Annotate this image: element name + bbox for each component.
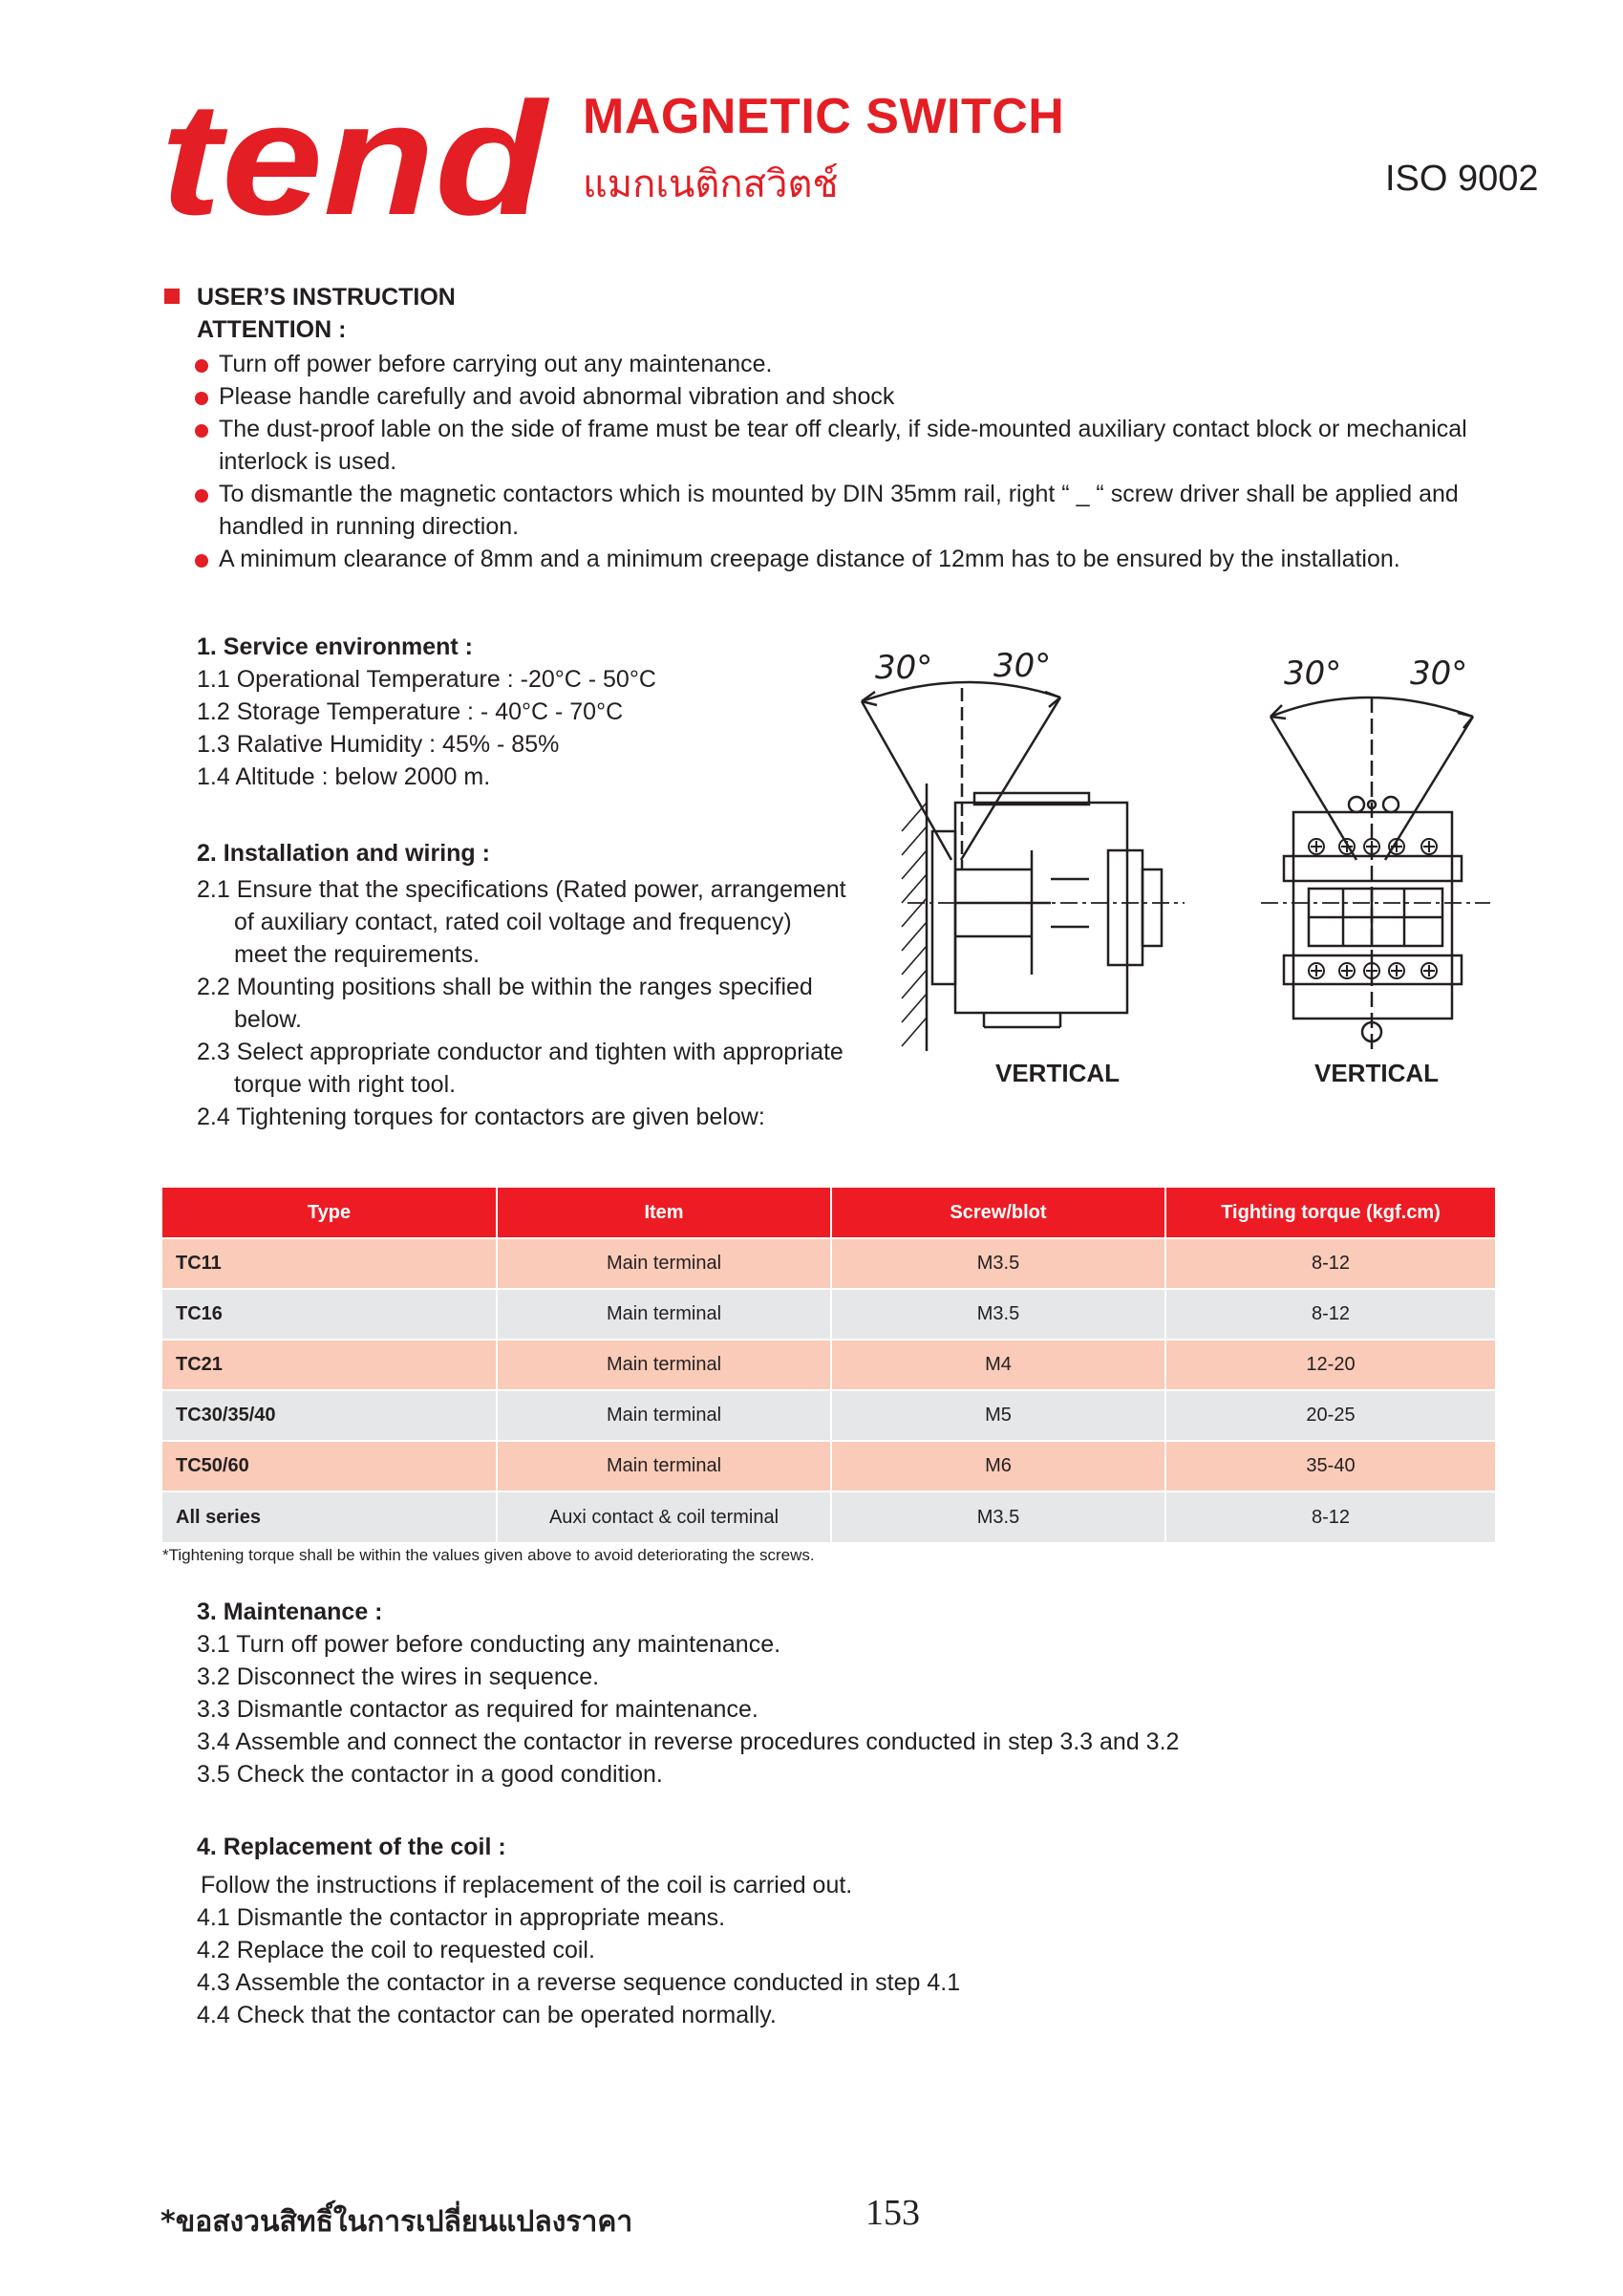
cell-item: Main terminal <box>497 1441 831 1491</box>
angle-label-left: 30° <box>875 649 933 687</box>
cell-screw: M3.5 <box>831 1238 1165 1289</box>
installation-line: torque with right tool. <box>234 1071 457 1098</box>
cell-torque: 8-12 <box>1165 1491 1495 1542</box>
section-square-icon <box>164 289 180 304</box>
cell-type: TC30/35/40 <box>162 1390 497 1441</box>
cell-torque: 20-25 <box>1165 1390 1495 1441</box>
service-env-item: 1.3 Ralative Humidity : 45% - 85% <box>197 731 560 758</box>
coil-item: 4.3 Assemble the contactor in a reverse sequence conducted in step 4.1 <box>197 1969 961 1996</box>
table-row <box>162 1491 1495 1542</box>
cell-screw: M3.5 <box>831 1289 1165 1340</box>
service-env-heading: 1. Service environment : <box>197 633 474 660</box>
service-env-item: 1.4 Altitude : below 2000 m. <box>197 763 491 790</box>
table-footnote: *Tightening torque shall be within the values given above to avoid deteriorating the screws. <box>162 1546 815 1564</box>
table-row <box>162 1390 1495 1441</box>
maintenance-item: 3.2 Disconnect the wires in sequence. <box>197 1663 600 1690</box>
coil-item: 4.1 Dismantle the contactor in appropriate means. <box>197 1904 726 1931</box>
angle-label-left: 30° <box>1284 654 1342 693</box>
page-title-thai: แมกเนติกสวิตช์ <box>583 162 839 206</box>
installation-line: below. <box>234 1006 302 1033</box>
installation-line: 2.2 Mounting positions shall be within the ranges specified <box>197 974 813 1000</box>
installation-line: 2.4 Tightening torques for contactors are given below: <box>197 1104 765 1130</box>
installation-line: 2.3 Select appropriate conductor and tighten with appropriate <box>197 1039 844 1065</box>
cell-screw: M6 <box>831 1441 1165 1491</box>
installation-line: 2.1 Ensure that the specifications (Rated power, arrangement <box>197 876 846 903</box>
maintenance-item: 3.1 Turn off power before conducting any maintenance. <box>197 1631 781 1658</box>
angle-label-right: 30° <box>993 647 1052 685</box>
cell-item: Main terminal <box>497 1289 831 1340</box>
cell-type: TC16 <box>162 1289 497 1340</box>
col-header-item: Item <box>497 1188 831 1238</box>
iso-badge: ISO 9002 <box>1385 159 1539 199</box>
bullet-icon <box>195 424 208 438</box>
torque-table <box>162 1188 1495 1542</box>
table-header-row <box>162 1188 1495 1238</box>
price-change-note: *ขอสงวนสิทธิ์ในการเปลี่ยนแปลงราคา <box>160 2205 633 2239</box>
col-header-torque: Tighting torque (kgf.cm) <box>1165 1188 1495 1238</box>
coil-item: 4.2 Replace the coil to requested coil. <box>197 1937 595 1963</box>
bullet-icon <box>195 392 208 405</box>
cell-item: Main terminal <box>497 1238 831 1289</box>
maintenance-item: 3.3 Dismantle contactor as required for maintenance. <box>197 1696 758 1723</box>
cell-item: Auxi contact & coil terminal <box>497 1491 831 1542</box>
maintenance-item: 3.4 Assemble and connect the contactor in reverse procedures conducted in step 3.3 and 3.2 <box>197 1728 1180 1755</box>
mounting-diagram-side <box>841 631 1261 1051</box>
installation-line: of auxiliary contact, rated coil voltage and frequency) <box>234 909 792 935</box>
maintenance-heading: 3. Maintenance : <box>197 1599 383 1625</box>
maintenance-item: 3.5 Check the contactor in a good condition. <box>197 1761 663 1788</box>
cell-screw: M5 <box>831 1390 1165 1441</box>
coil-heading: 4. Replacement of the coil : <box>197 1834 506 1860</box>
angle-label-right: 30° <box>1410 654 1468 693</box>
instructions-heading: USER’S INSTRUCTION <box>197 284 456 311</box>
bullet-icon <box>195 359 208 373</box>
brand-text: tend <box>160 92 550 229</box>
installation-line: meet the requirements. <box>234 941 480 968</box>
cell-torque: 12-20 <box>1165 1340 1495 1390</box>
bullet-icon <box>195 554 208 568</box>
page-number: 153 <box>865 2193 920 2233</box>
cell-torque: 8-12 <box>1165 1238 1495 1289</box>
coil-item: 4.4 Check that the contactor can be operated normally. <box>197 2002 777 2028</box>
diagram-label-side: VERTICAL <box>995 1059 1120 1087</box>
cell-item: Main terminal <box>497 1390 831 1441</box>
tend-logo <box>160 92 550 229</box>
diagram-label-front: VERTICAL <box>1314 1059 1439 1087</box>
table-row <box>162 1441 1495 1491</box>
page-title: MAGNETIC SWITCH <box>583 89 1065 144</box>
cell-type: TC11 <box>162 1238 497 1289</box>
installation-heading: 2. Installation and wiring : <box>197 840 490 867</box>
cell-torque: 8-12 <box>1165 1289 1495 1340</box>
cell-screw: M3.5 <box>831 1491 1165 1542</box>
col-header-type: Type <box>162 1188 497 1238</box>
table-row <box>162 1238 1495 1289</box>
service-env-item: 1.2 Storage Temperature : - 40°C - 70°C <box>197 698 624 725</box>
attention-heading: ATTENTION : <box>197 316 347 343</box>
cell-screw: M4 <box>831 1340 1165 1390</box>
table-row <box>162 1289 1495 1340</box>
mounting-diagram-front <box>1251 631 1509 1051</box>
coil-intro: Follow the instructions if replacement of the coil is carried out. <box>201 1872 853 1899</box>
bullet-icon <box>195 489 208 503</box>
cell-type: TC50/60 <box>162 1441 497 1491</box>
table-row <box>162 1340 1495 1390</box>
cell-type: All series <box>162 1491 497 1542</box>
col-header-screw: Screw/blot <box>831 1188 1165 1238</box>
service-env-item: 1.1 Operational Temperature : -20°C - 50°C <box>197 666 656 693</box>
cell-torque: 35-40 <box>1165 1441 1495 1491</box>
cell-type: TC21 <box>162 1340 497 1390</box>
cell-item: Main terminal <box>497 1340 831 1390</box>
